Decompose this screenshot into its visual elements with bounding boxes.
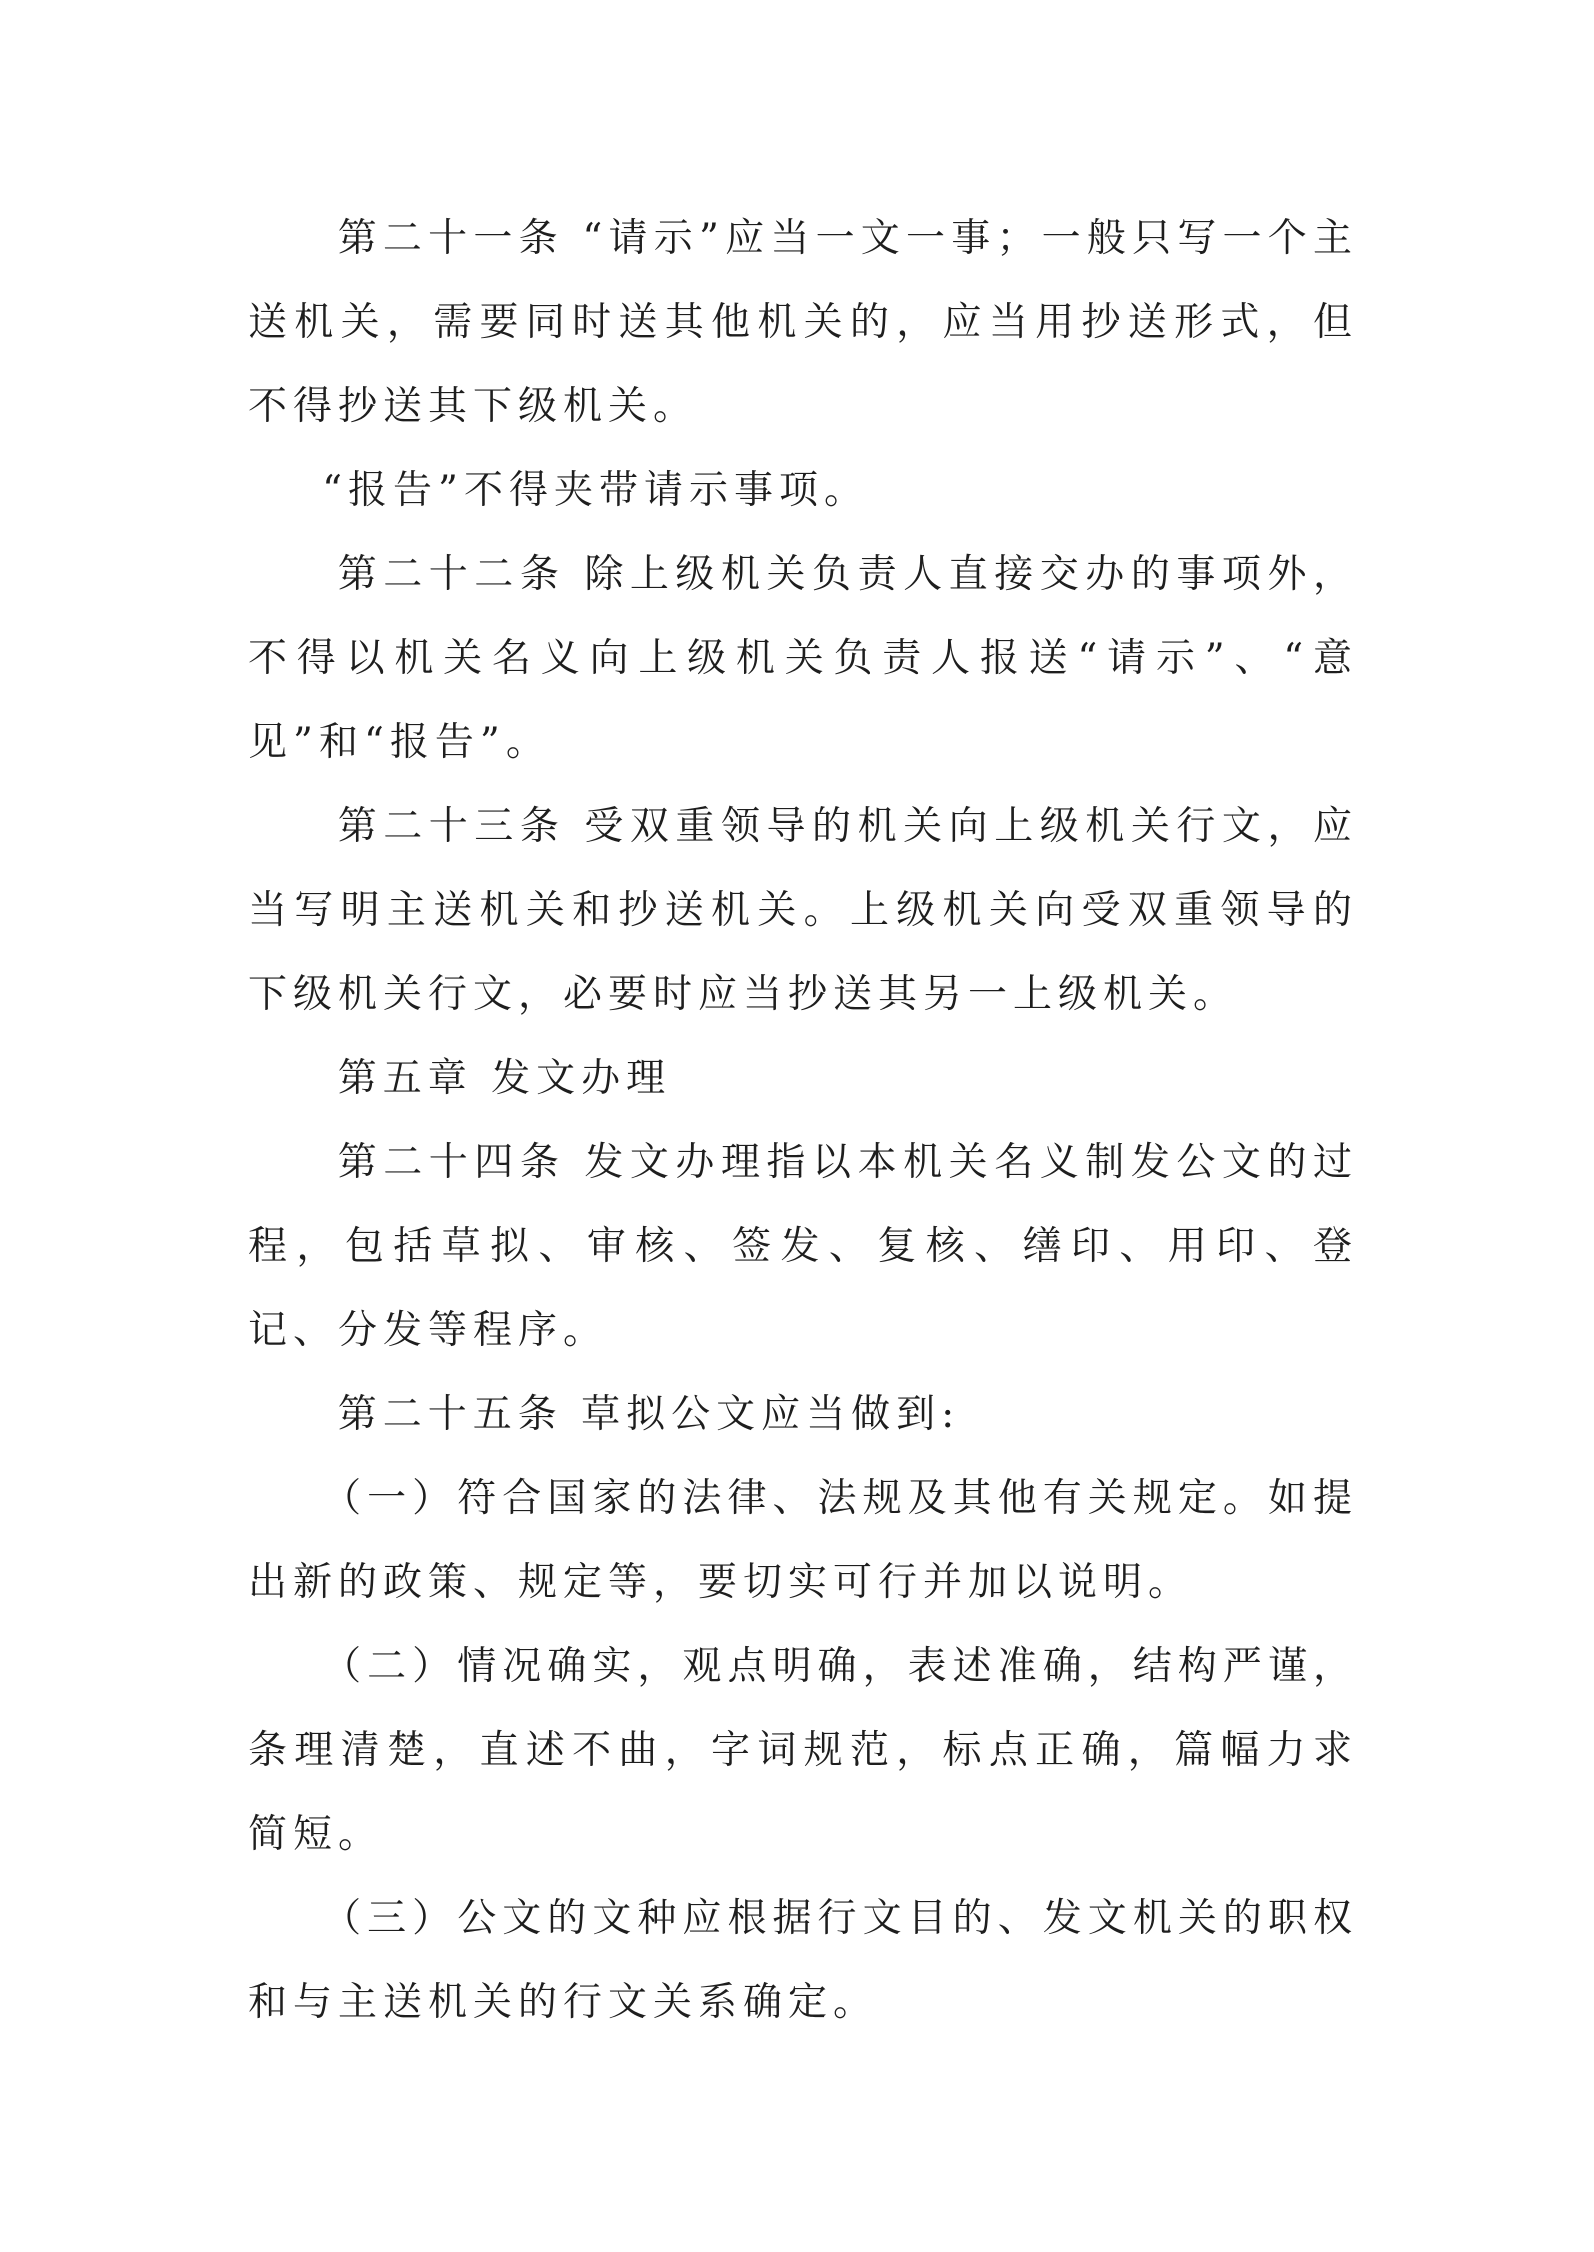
document-body: [248, 197, 1358, 2045]
article-24: 第二十四条 发文办理指以本机关名义制发公文的过程，包括草拟、审核、签发、复核、缮印、用印、登记、分发等程序。: [248, 1140, 1358, 1353]
item-3: （三）公文的文种应根据行文目的、发文机关的职权和与主送机关的行文关系确定。: [248, 1896, 1358, 2025]
article-23: 第二十三条 受双重领导的机关向上级机关行文，应当写明主送机关和抄送机关。上级机关向受双重领导的下级机关行文，必要时应当抄送其另一上级机关。: [248, 804, 1358, 1017]
item-1: （一）符合国家的法律、法规及其他有关规定。如提出新的政策、规定等，要切实可行并加以说明。: [248, 1476, 1358, 1605]
article-25: 第二十五条 草拟公文应当做到:: [337, 1392, 961, 1437]
article-22: 第二十二条 除上级机关负责人直接交办的事项外，不得以机关名义向上级机关负责人报送“请示”、“意见”和“报告”。: [248, 552, 1358, 765]
item-2: （二）情况确实，观点明确，表述准确，结构严谨，条理清楚，直述不曲，字词规范，标点正确，篇幅力求简短。: [248, 1644, 1358, 1857]
article-21: 第二十一条 “请示”应当一文一事；一般只写一个主送机关，需要同时送其他机关的，应当用抄送形式，但不得抄送其下级机关。: [248, 216, 1358, 429]
report-clause: “报告”不得夹带请示事项。: [322, 468, 869, 513]
chapter-5-heading: 第五章 发文办理: [337, 1056, 672, 1101]
